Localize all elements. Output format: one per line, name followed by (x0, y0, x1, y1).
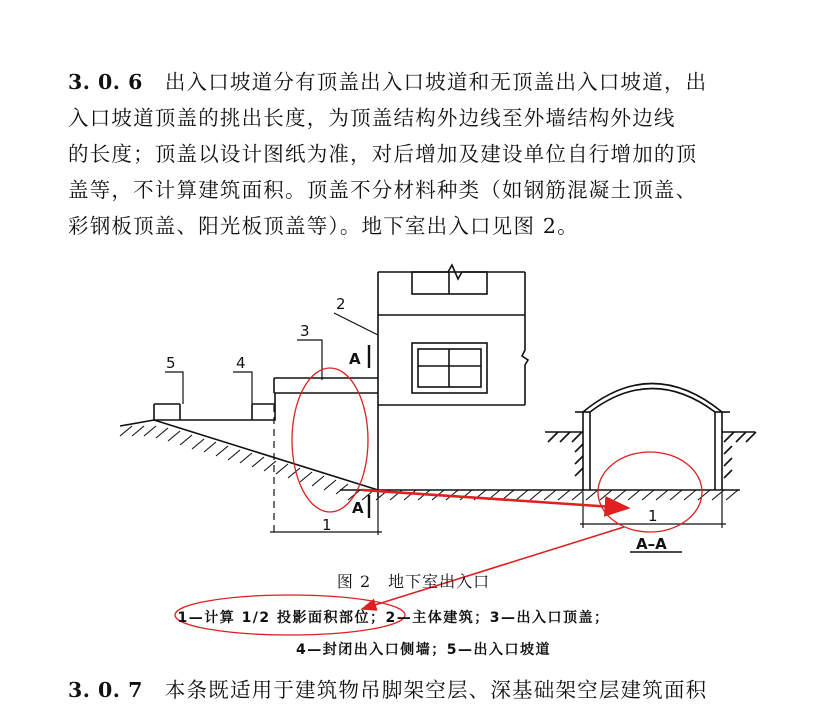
highlight-ellipse-ramp (292, 368, 368, 512)
line-text: 出入口坡道分有顶盖出入口坡道和无顶盖出入口坡道，出 (164, 70, 708, 94)
paragraph-line-1 (68, 64, 798, 100)
section-a-a-structure (545, 384, 756, 491)
label-4: 4 (236, 354, 246, 372)
section-a-top-label: A (349, 350, 361, 368)
section-3-0-7-paragraph (68, 672, 798, 708)
section-a-bottom-label: A (352, 499, 364, 517)
section-number: 3. 0. 6 (68, 70, 143, 94)
line-text: 本条既适用于建筑物吊脚架空层、深基础架空层建筑面积 (164, 678, 708, 702)
red-arrow-to-section (362, 490, 628, 508)
figure-legend-line-2: 4—封闭出入口侧墙；5—出入口坡道 (296, 642, 551, 658)
label-3: 3 (300, 322, 310, 340)
paragraph-line-1 (68, 672, 798, 708)
paragraph-line-5: 彩钢板顶盖、阳光板顶盖等）。地下室出入口见图 2。 (68, 214, 579, 238)
side-wall (154, 393, 275, 420)
figure-legend-line-1: 1—计算 1/2 投影面积部位；2—主体建筑；3—出入口顶盖； (177, 610, 610, 626)
section-a-a-label: A–A (636, 535, 667, 553)
paragraph-line-3: 的长度；顶盖以设计图纸为准，对后增加及建设单位自行增加的顶 (68, 142, 698, 166)
red-arrow-to-legend (362, 527, 624, 609)
paragraph-line-4: 盖等，不计算建筑面积。顶盖不分材料种类（如钢筋混凝土顶盖、 (68, 178, 698, 202)
section-number: 3. 0. 7 (68, 678, 143, 702)
label-5: 5 (166, 354, 176, 372)
label-1-right: 1 (648, 507, 658, 525)
label-1-left: 1 (322, 516, 332, 534)
paragraph-line-2: 入口坡道顶盖的挑出长度，为顶盖结构外边线至外墙结构外边线 (68, 106, 676, 130)
entrance-canopy (274, 378, 378, 393)
section-3-0-6-paragraph (68, 64, 798, 244)
label-2: 2 (336, 295, 346, 313)
main-building-outline (378, 272, 528, 497)
figure-caption: 图 2 地下室出入口 (336, 572, 491, 591)
